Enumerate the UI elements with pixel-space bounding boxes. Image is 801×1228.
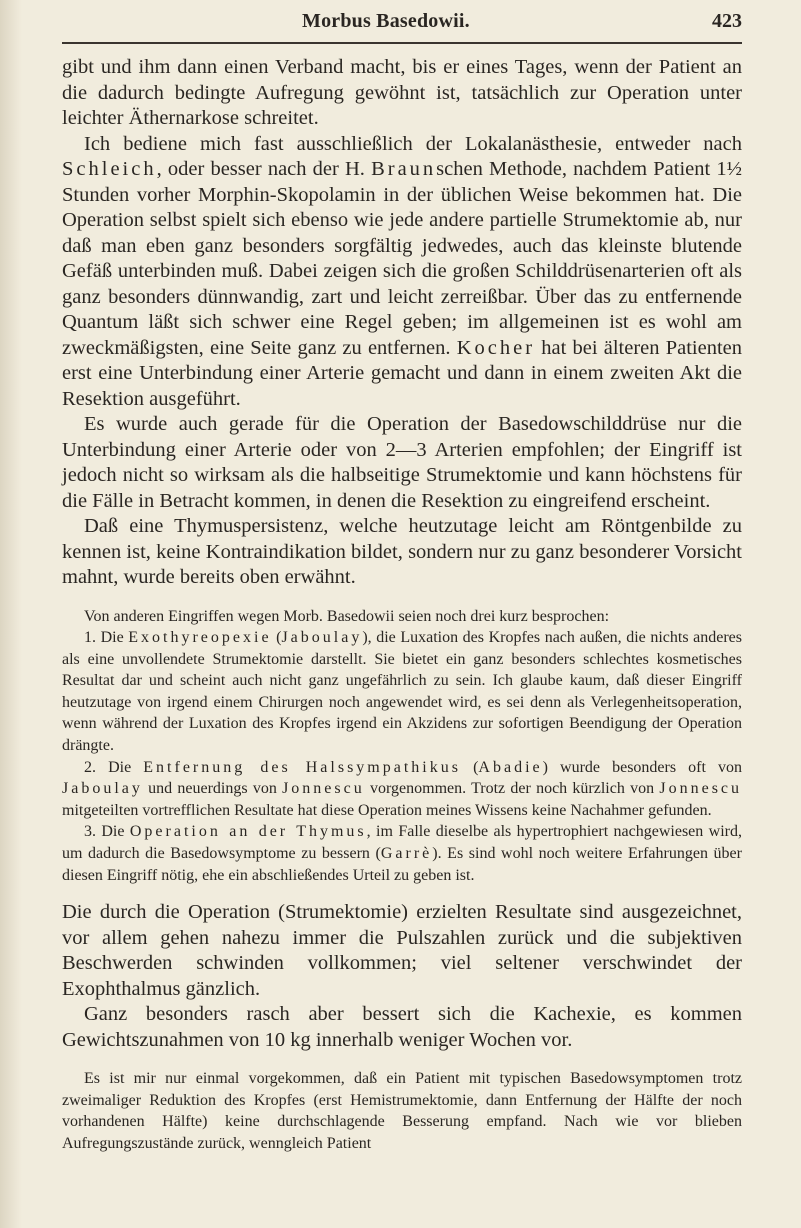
- page-edge: [0, 0, 22, 1228]
- paragraph-2-text-b: , oder besser nach der H.: [156, 158, 372, 180]
- small-intro: Von anderen Eingriffen wegen Morb. Basedowii seien noch drei kurz besprochen:: [84, 607, 610, 625]
- paragraph-1: gibt und ihm dann einen Verband macht, bis er eines Tages, wenn der Patient an die dadurch bedingte Aufregung gewöhnt ist, tatsächlich zur Operation unter leichter Äthernarkose schreitet.: [62, 56, 742, 129]
- paragraph-2-text-a: Ich bediene mich fast ausschließlich der Lokalanästhesie, entweder nach: [84, 132, 742, 155]
- item-1-name: Jaboulay: [281, 629, 363, 647]
- running-head: Morbus Basedowii.: [302, 10, 470, 32]
- paragraph-5: Die durch die Operation (Strumektomie) erzielten Resultate sind ausgezeichnet, vor allem gehen nahezu immer die Pulszahlen zurück und die subjektiven Beschwerden schwinden vollkommen; viel seltener verschwindet der Exophthalmus gänzlich.: [62, 901, 742, 1000]
- item-2-term: Entfernung des Halssympathikus: [143, 758, 461, 776]
- author-kocher: Kocher: [456, 336, 536, 359]
- page-header: [62, 10, 742, 40]
- paragraph-2-text-d: hat bei älteren Patienten erst eine Unterbindung einer Arterie gemacht und dann in einem zweiten Akt die Resektion ausgeführt.: [62, 336, 742, 410]
- item-2-name-2: Jaboulay: [62, 780, 143, 798]
- paragraph-4: Daß eine Thymuspersistenz, welche heutzutage leicht am Röntgenbilde zu kennen ist, keine Kontraindikation bildet, sondern nur zu ganz besonderer Vorsicht mahnt, wurde bereits oben erwähnt.: [62, 515, 742, 588]
- item-3-text-b: , im Falle dieselbe als hypertrophiert nachgewiesen wird, um dadurch die Basedowsymptome zu bessern (: [62, 823, 742, 863]
- item-2-name-4: Jonnescu: [659, 780, 743, 798]
- item-3-term: Operation an der Thymus: [129, 823, 367, 841]
- item-3-text-c: ). Es sind wohl noch weitere Erfahrungen über diesen Eingriff nötig, ehe ein abschließendes Urteil zu geben ist.: [62, 845, 742, 884]
- item-2-text-b: (: [460, 758, 479, 776]
- item-1-term: Exothyreopexie: [128, 629, 272, 647]
- page-body: [62, 55, 742, 1155]
- item-1-text-a: 1. Die: [84, 629, 129, 647]
- item-2-text-a: 2. Die: [84, 758, 144, 776]
- paragraph-2: [62, 132, 742, 413]
- page-number: 423: [712, 10, 742, 32]
- small-item-2: [62, 757, 742, 822]
- item-2-text-e: vorgenommen. Trotz der noch kürzlich von: [364, 780, 660, 798]
- small-item-3: [62, 821, 742, 886]
- paragraph-2-text-c: schen Methode, nachdem Patient 1½ Stunden vorher Morphin-Skopolamin in der üblichen Weise bekommen hat. Die Operation selbst spielt sich ebenso wie jede andere partielle Strumektomie ab, nur daß man eben ganz besonders sorgfältig jedwedes, auch das kleinste blutende Gefäß unterbinden muß. Dabei zeigen sich die großen Schilddrüsenarterien oft als ganz besonders dünnwandig, zart und leicht zerreißbar. Über das zu entfernende Quantum läßt sich schwer eine Regel geben; im allgemeinen ist es wohl am zweckmäßigsten, eine Seite ganz zu entfernen.: [62, 158, 742, 359]
- small-item-1: [62, 627, 742, 757]
- paragraph-6: Ganz besonders rasch aber bessert sich die Kachexie, es kommen Gewichtszunahmen von 10 kg innerhalb weniger Wochen vor.: [62, 1003, 742, 1051]
- item-1-text-b: (: [271, 629, 282, 647]
- paragraph-3: Es wurde auch gerade für die Operation der Basedowschilddrüse nur die Unterbindung einer Arterie oder von 2—3 Arterien empfohlen; der Eingriff ist jedoch nicht so wirksam als die halbseitige Strumektomie und kann höchstens für die Fälle in Betracht kommen, in denen die Resektion zu eingreifend erscheint.: [62, 413, 742, 512]
- small-paragraph-7: Es ist mir nur einmal vorgekommen, daß ein Patient mit typischen Basedowsymptomen trotz zweimaliger Reduktion des Kropfes (erst Hemistrumektomie, dann Entfernung der Hälfte der noch vorhandenen Hälfte) keine durchschlagende Besserung empfand. Nach wie vor blieben Aufregungszustände zurück, wenngleich Patient: [62, 1070, 742, 1152]
- item-2-name-3: Jonnescu: [282, 780, 365, 798]
- item-2-name: Abadie: [478, 758, 543, 776]
- item-1-text-c: ), die Luxation des Kropfes nach außen, die nichts anderes als eine unvollendete Strumektomie darstellt. Sie bietet ein ganz besonders schlechtes kosmetisches Resultat dar und scheint auch nicht ganz ungefährlich zu sein. Ich glaube kaum, daß dieser Eingriff heutzutage von irgend einem Chirurgen noch angewendet wird, es sei denn als Verlegenheitsoperation, wenn während der Luxation des Kropfes irgend ein Akzidens zur sofortigen Beendigung der Operation drängte.: [62, 629, 742, 755]
- item-3-name: Garrè: [380, 845, 433, 863]
- item-3-text-a: 3. Die: [84, 823, 130, 841]
- author-schleich: Schleich: [62, 158, 157, 180]
- item-2-text-c: ) wurde besonders oft von: [542, 758, 743, 776]
- header-rule: [62, 42, 742, 44]
- item-2-text-d: und neuerdings von: [142, 780, 283, 798]
- item-2-text-f: mitgeteilten vortrefflichen Resultate hat diese Operation meines Wissens keine Nachahmer gefunden.: [62, 801, 712, 819]
- author-braun: Braun: [371, 158, 437, 180]
